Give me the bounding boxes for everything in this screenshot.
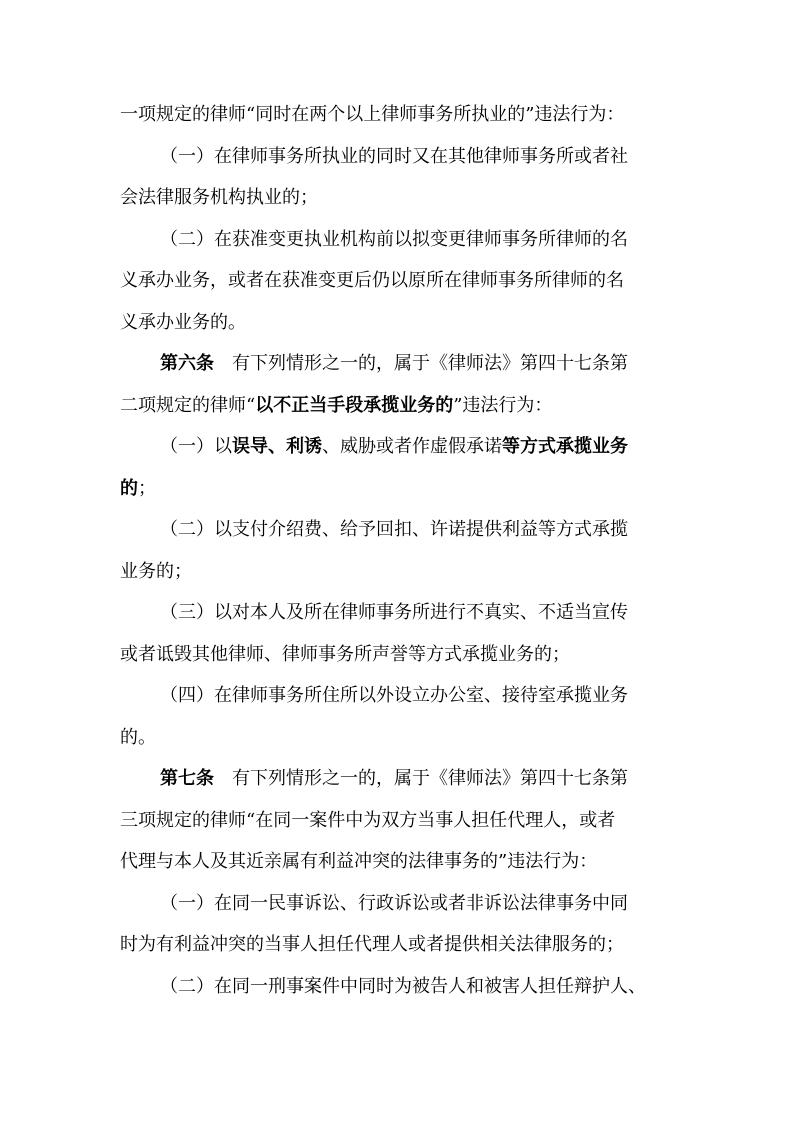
text-line bbox=[120, 177, 675, 219]
text-line bbox=[120, 219, 675, 261]
text-line bbox=[120, 800, 675, 842]
text-segment: 有下列情形之一的，属于《律师法》第四十七条第 bbox=[214, 768, 628, 789]
text-line bbox=[120, 260, 675, 302]
text-segment: （一）在同一民事诉讼、行政诉讼或者非诉讼法律事务中同 bbox=[160, 892, 628, 914]
text-segment: 三项规定的律师“在同一案件中为双方当事人担任代理人，或者 bbox=[120, 809, 616, 831]
bold-text-segment: 以不正当手段承揽业务的 bbox=[255, 394, 454, 416]
text-segment: （二）以支付介绍费、给予回扣、许诺提供利益等方式承揽 bbox=[160, 519, 628, 540]
text-line bbox=[120, 94, 675, 136]
text-segment: 义承办业务的。 bbox=[120, 311, 246, 333]
text-line bbox=[120, 136, 675, 178]
bold-text-segment: 误导、利诱 bbox=[232, 436, 322, 457]
text-line bbox=[120, 841, 675, 883]
text-line bbox=[120, 509, 675, 551]
text-segment: （一）以 bbox=[160, 436, 232, 457]
document-body bbox=[120, 94, 675, 1007]
text-line bbox=[120, 302, 675, 344]
text-line bbox=[120, 675, 675, 717]
text-line bbox=[120, 551, 675, 593]
text-line bbox=[120, 924, 675, 966]
bold-text-segment: 等方式承揽业务 bbox=[502, 436, 628, 457]
text-line bbox=[120, 634, 675, 676]
text-segment: （一）在律师事务所执业的同时又在其他律师事务所或者社 bbox=[160, 145, 628, 167]
text-line bbox=[120, 385, 675, 427]
text-segment: （二）在获准变更执业机构前以拟变更律师事务所律师的名 bbox=[160, 228, 628, 250]
text-line bbox=[120, 717, 675, 759]
text-segment: （四）在律师事务所住所以外设立办公室、接待室承揽业务 bbox=[160, 685, 628, 706]
text-segment: 有下列情形之一的，属于《律师法》第四十七条第 bbox=[214, 353, 628, 374]
text-segment: 业务的； bbox=[120, 560, 192, 582]
text-segment: 一项规定的律师“同时在两个以上律师事务所执业的”违法行为： bbox=[120, 104, 625, 125]
text-segment: （二）在同一刑事案件中同时为被告人和被害人担任辩护人、 bbox=[160, 975, 646, 997]
text-line bbox=[120, 758, 675, 800]
text-segment: 、威胁或者作虚假承诺 bbox=[322, 436, 502, 457]
text-segment: 的。 bbox=[120, 726, 156, 748]
text-segment: ”违法行为： bbox=[453, 394, 553, 416]
text-segment: 时为有利益冲突的当事人担任代理人或者提供相关法律服务的； bbox=[120, 934, 624, 955]
text-line bbox=[120, 966, 675, 1008]
bold-text-segment: 第六条 bbox=[160, 353, 214, 374]
bold-text-segment: 第七条 bbox=[160, 768, 214, 789]
text-segment: 二项规定的律师“ bbox=[120, 394, 256, 416]
text-segment: ； bbox=[138, 477, 156, 499]
text-segment: 会法律服务机构执业的； bbox=[120, 187, 318, 208]
text-line bbox=[120, 883, 675, 925]
bold-text-segment: 的 bbox=[120, 477, 138, 499]
text-line bbox=[120, 468, 675, 510]
text-segment: （三）以对本人及所在律师事务所进行不真实、不适当宣传 bbox=[160, 602, 628, 623]
text-line bbox=[120, 592, 675, 634]
text-line bbox=[120, 343, 675, 385]
text-segment: 代理与本人及其近亲属有利益冲突的法律事务的”违法行为： bbox=[120, 851, 598, 872]
text-segment: 或者诋毁其他律师、律师事务所声誉等方式承揽业务的； bbox=[120, 643, 570, 665]
text-segment: 义承办业务，或者在获准变更后仍以原所在律师事务所律师的名 bbox=[120, 270, 624, 291]
text-line bbox=[120, 426, 675, 468]
